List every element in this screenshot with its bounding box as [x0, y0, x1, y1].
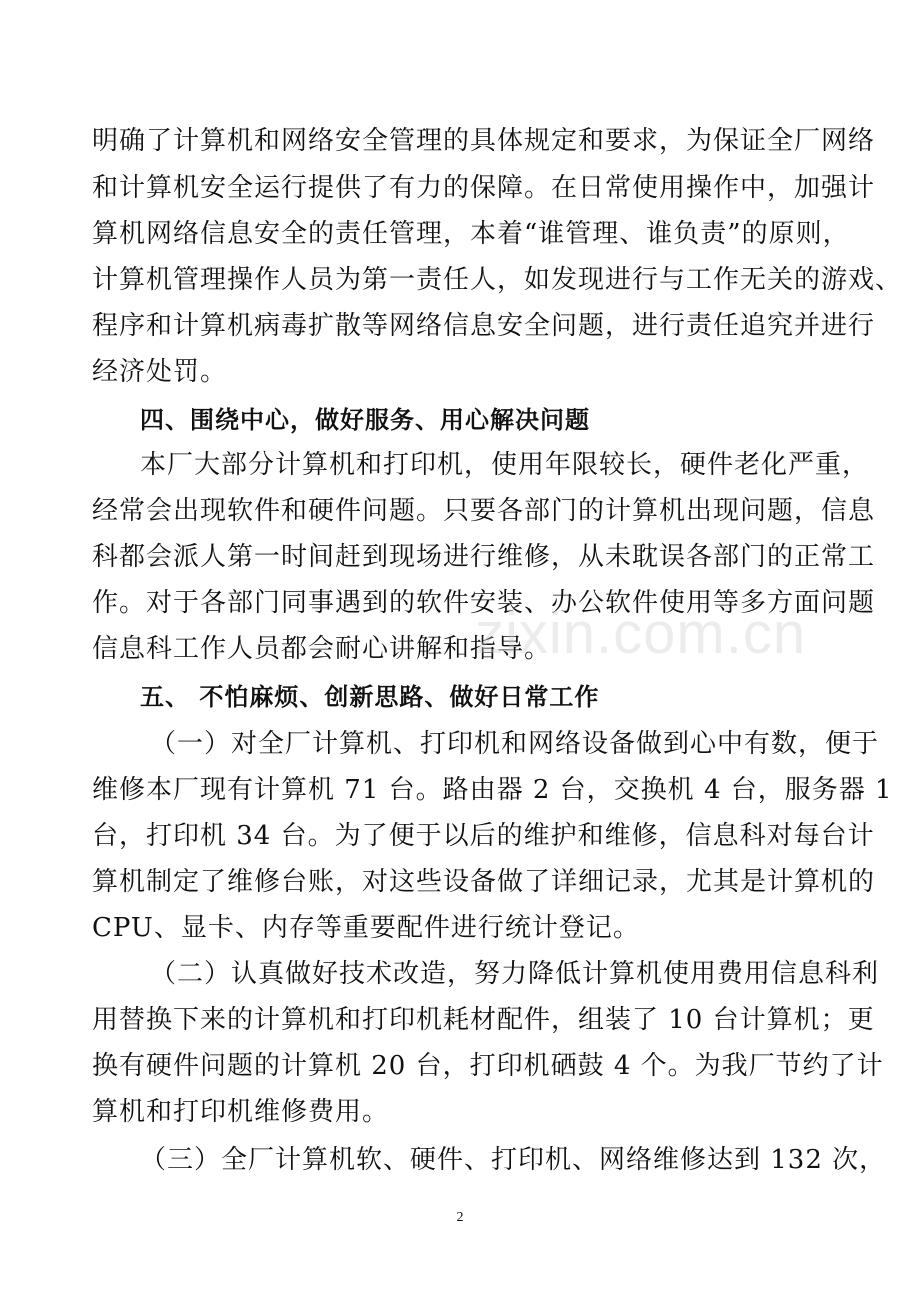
body-line-20: 算机和打印机维修费用。	[92, 1097, 390, 1127]
body-line-14: 台，打印机 34 台。为了便于以后的维护和维修，信息科对每台计	[92, 821, 875, 851]
body-line-18: 用替换下来的计算机和打印机耗材配件，组装了 10 台计算机；更	[92, 1005, 875, 1035]
body-line-5: 程序和计算机病毒扩散等网络信息安全问题，进行责任追究并进行	[92, 311, 876, 341]
body-line-12: （一）对全厂计算机、打印机和网络设备做到心中有数，便于	[150, 729, 880, 759]
body-line-13: 维修本厂现有计算机 71 台。路由器 2 台，交换机 4 台，服务器 1	[92, 775, 893, 805]
body-line-19: 换有硬件问题的计算机 20 台，打印机硒鼓 4 个。为我厂节约了计	[92, 1051, 884, 1081]
body-line-16: CPU、显卡、内存等重要配件进行统计登记。	[92, 913, 640, 943]
body-line-1: 明确了计算机和网络安全管理的具体规定和要求，为保证全厂网络	[92, 126, 876, 156]
body-line-11: 信息科工作人员都会耐心讲解和指导。	[92, 634, 552, 664]
body-line-6: 经济处罚。	[92, 357, 228, 387]
body-line-8: 经常会出现软件和硬件问题。只要各部门的计算机出现问题，信息	[92, 496, 876, 526]
body-line-17: （二）认真做好技术改造，努力降低计算机使用费用信息科利	[150, 959, 880, 989]
body-line-3: 算机网络信息安全的责任管理，本着“谁管理、谁负责”的原则，	[92, 219, 850, 249]
section-heading-4: 四、围绕中心，做好服务、用心解决问题	[140, 406, 590, 434]
body-line-9: 科都会派人第一时间赶到现场进行维修，从未耽误各部门的正常工	[92, 542, 876, 572]
body-line-2: 和计算机安全运行提供了有力的保障。在日常使用操作中，加强计	[92, 173, 876, 203]
body-line-21: （三）全厂计算机软、硬件、打印机、网络维修达到 132 次，	[140, 1145, 887, 1175]
watermark: zixin.com.cn	[475, 601, 807, 666]
body-line-7: 本厂大部分计算机和打印机，使用年限较长，硬件老化严重，	[140, 450, 870, 480]
body-line-10: 作。对于各部门同事遇到的软件安装、办公软件使用等多方面问题	[92, 588, 876, 618]
body-line-15: 算机制定了维修台账，对这些设备做了详细记录，尤其是计算机的	[92, 867, 876, 897]
section-heading-5: 五、 不怕麻烦、创新思路、做好日常工作	[140, 683, 600, 711]
body-line-4: 计算机管理操作人员为第一责任人，如发现进行与工作无关的游戏、	[92, 265, 903, 295]
page-number: 2	[456, 1210, 464, 1225]
